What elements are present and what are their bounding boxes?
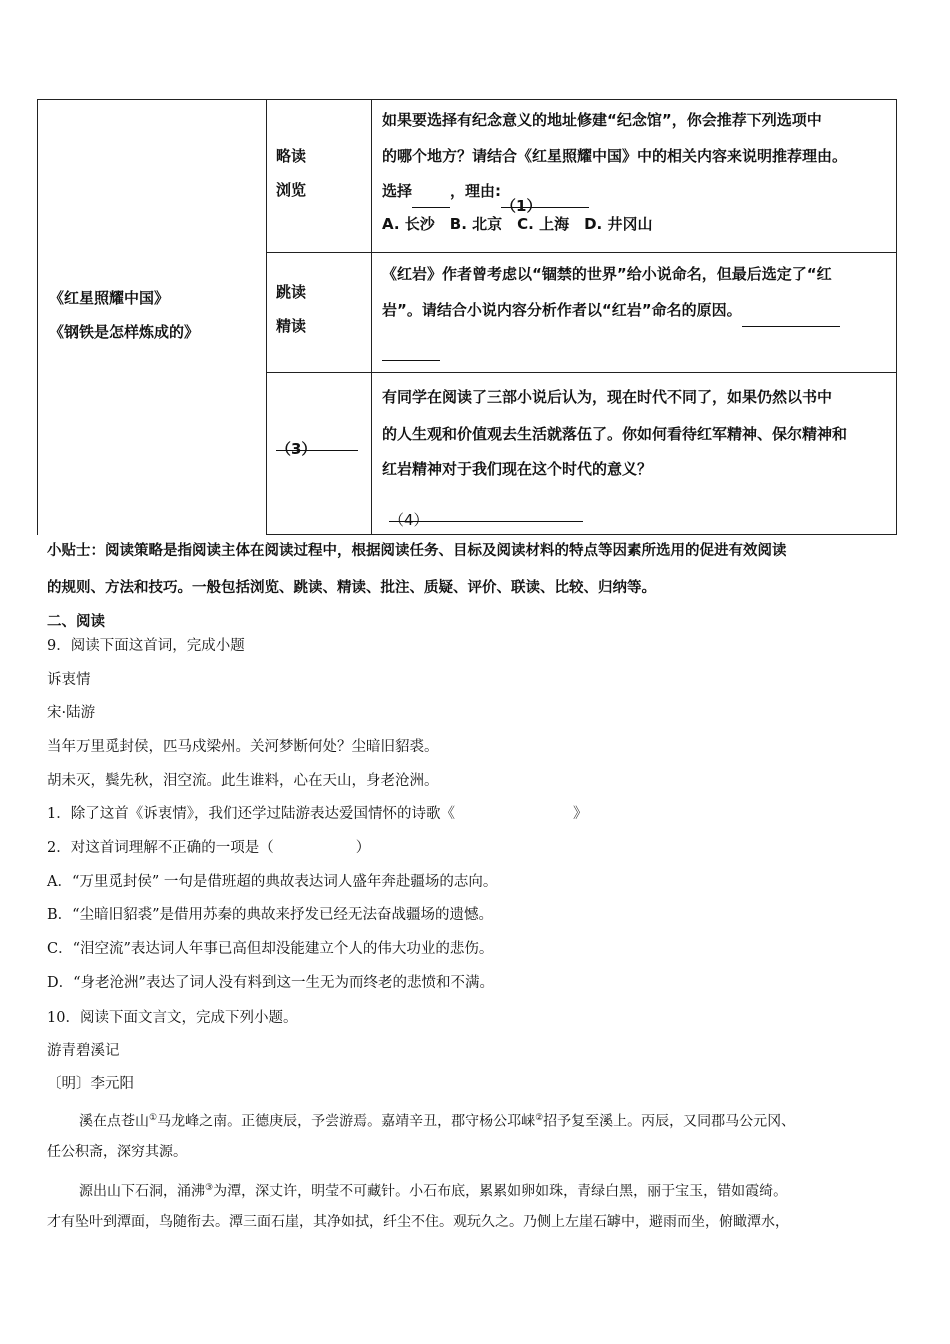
book-title-red-star: 《红星照耀中国》: [49, 289, 170, 307]
essay-p2-line1: [79, 1178, 787, 1202]
q9-sub2-close: ）: [355, 840, 371, 856]
choice-blank[interactable]: [412, 189, 450, 208]
answer-blank-2a[interactable]: [742, 308, 840, 327]
q9-sub2: [47, 838, 370, 858]
tip-line-1: 小贴士：阅读策略是指阅读主体在阅读过程中，根据阅读任务、目标及阅读材料的特点等因素所选用的促进有效阅读: [47, 543, 787, 559]
answer-blank-3[interactable]: [276, 432, 358, 458]
method-intensive: 精读: [276, 317, 307, 335]
q10-intro: 10．阅读下面文言文，完成下列小题。: [47, 1010, 298, 1026]
q9-sub1: [47, 804, 587, 824]
q9-sub1-text: 1．除了这首《诉衷情》，我们还学过陆游表达爱国情怀的诗歌《: [47, 806, 455, 822]
q9-option-a: A．“万里觅封侯” 一句是借班超的典故表达词人盛年奔赴疆场的志向。: [47, 874, 498, 890]
p1-seg-b: 马龙峰之南。正德庚辰，予尝游焉。嘉靖辛丑，郡守杨公邛崃: [157, 1113, 536, 1130]
row1-task-line3: [382, 174, 589, 215]
row1-task-line1: 如果要选择有纪念意义的地址修建“纪念馆”，你会推荐下列选项中: [382, 111, 822, 129]
footnote-1: ①: [149, 1113, 158, 1123]
q9-sub1-close: 》: [572, 806, 588, 822]
choose-label: 选择: [382, 182, 413, 200]
essay-author: 〔明〕李元阳: [47, 1076, 134, 1092]
p1-seg-c: 招予复至溪上。丙辰，又同郡马公元冈、: [543, 1113, 796, 1130]
essay-p1-line1: [79, 1108, 795, 1132]
row2-task-line2: [382, 293, 840, 327]
book-title-steel: 《钢铁是怎样炼成的》: [49, 323, 200, 341]
reason-label: ，理由:: [450, 182, 502, 200]
poem-author: 宋·陆游: [47, 705, 96, 721]
section-title: 二、阅读: [47, 614, 105, 630]
answer-3-number: （3）: [276, 440, 317, 458]
answer-blank-2b[interactable]: [382, 342, 440, 361]
answer-4-number: （4）: [389, 511, 429, 529]
footnote-3: ③: [205, 1183, 214, 1193]
row3-task-line4[interactable]: [389, 488, 583, 529]
p2-seg-a: 源出山下石洞，涌沸: [79, 1183, 205, 1200]
q9-option-b: B．“尘暗旧貂裘”是借用苏秦的典故来抒发已经无法奋战疆场的遗憾。: [47, 907, 493, 923]
reading-strategy-table: [37, 99, 897, 535]
method-skip: 跳读: [276, 283, 307, 301]
poem-title: 诉衷情: [47, 672, 91, 688]
q9-option-c: C．“泪空流”表达词人年事已高但却没能建立个人的伟大功业的悲伤。: [47, 941, 494, 957]
essay-p1-line2: 任公积斋，深穷其源。: [47, 1144, 187, 1160]
row2-task-line1: 《红岩》作者曾考虑以“锢禁的世界”给小说命名，但最后选定了“红: [382, 265, 832, 283]
q9-option-d: D．“身老沧洲”表达了词人没有料到这一生无为而终老的悲愤和不满。: [47, 975, 494, 991]
answer-blank-1[interactable]: [501, 189, 589, 215]
p2-seg-b: 为潭，深丈许，明莹不可藏针。小石布底，累累如卵如珠，青绿白黑，丽于宝玉，错如霞绮。: [213, 1183, 788, 1200]
answer-1-number: （1）: [501, 197, 542, 215]
tip-line-2: 的规则、方法和技巧。一般包括浏览、跳读、精读、批注、质疑、评价、联读、比较、归纳等。: [47, 580, 656, 596]
poem-line-2: 胡未灭，鬓先秋，泪空流。此生谁料，心在天山，身老沧洲。: [47, 773, 439, 789]
row3-method-blank[interactable]: [276, 417, 358, 458]
row1-options: A. 长沙 B. 北京 C. 上海 D. 井冈山: [382, 215, 653, 233]
q9-intro: 9．阅读下面这首词，完成小题: [47, 638, 245, 654]
essay-title: 游青碧溪记: [47, 1043, 120, 1059]
method-browse: 浏览: [276, 181, 307, 199]
row2-task-line3: [382, 327, 440, 361]
poem-line-1: 当年万里觅封侯，匹马戍梁州。关河梦断何处？尘暗旧貂裘。: [47, 739, 439, 755]
row3-task-line1: 有同学在阅读了三部小说后认为，现在时代不同了，如果仍然以书中: [382, 388, 833, 406]
method-skim: 略读: [276, 147, 307, 165]
footnote-2: ②: [535, 1113, 544, 1123]
answer-blank-4[interactable]: [389, 503, 583, 529]
row2-task-text: 岩”。请结合小说内容分析作者以“红岩”命名的原因。: [382, 301, 742, 319]
q9-sub2-text: 2．对这首词理解不正确的一项是（: [47, 840, 274, 856]
row3-task-line3: 红岩精神对于我们现在这个时代的意义？: [382, 460, 653, 478]
row3-task-line2: 的人生观和价值观去生活就落伍了。你如何看待红军精神、保尔精神和: [382, 425, 848, 443]
essay-p2-line2: 才有坠叶到潭面，鸟随衔去。潭三面石崖，其净如拭，纤尘不住。观玩久之。乃侧上左崖石罅中，避雨而坐，俯瞰潭水，: [47, 1214, 789, 1230]
p1-seg-a: 溪在点苍山: [79, 1113, 149, 1130]
row1-task-line2: 的哪个地方？请结合《红星照耀中国》中的相关内容来说明推荐理由。: [382, 147, 848, 165]
